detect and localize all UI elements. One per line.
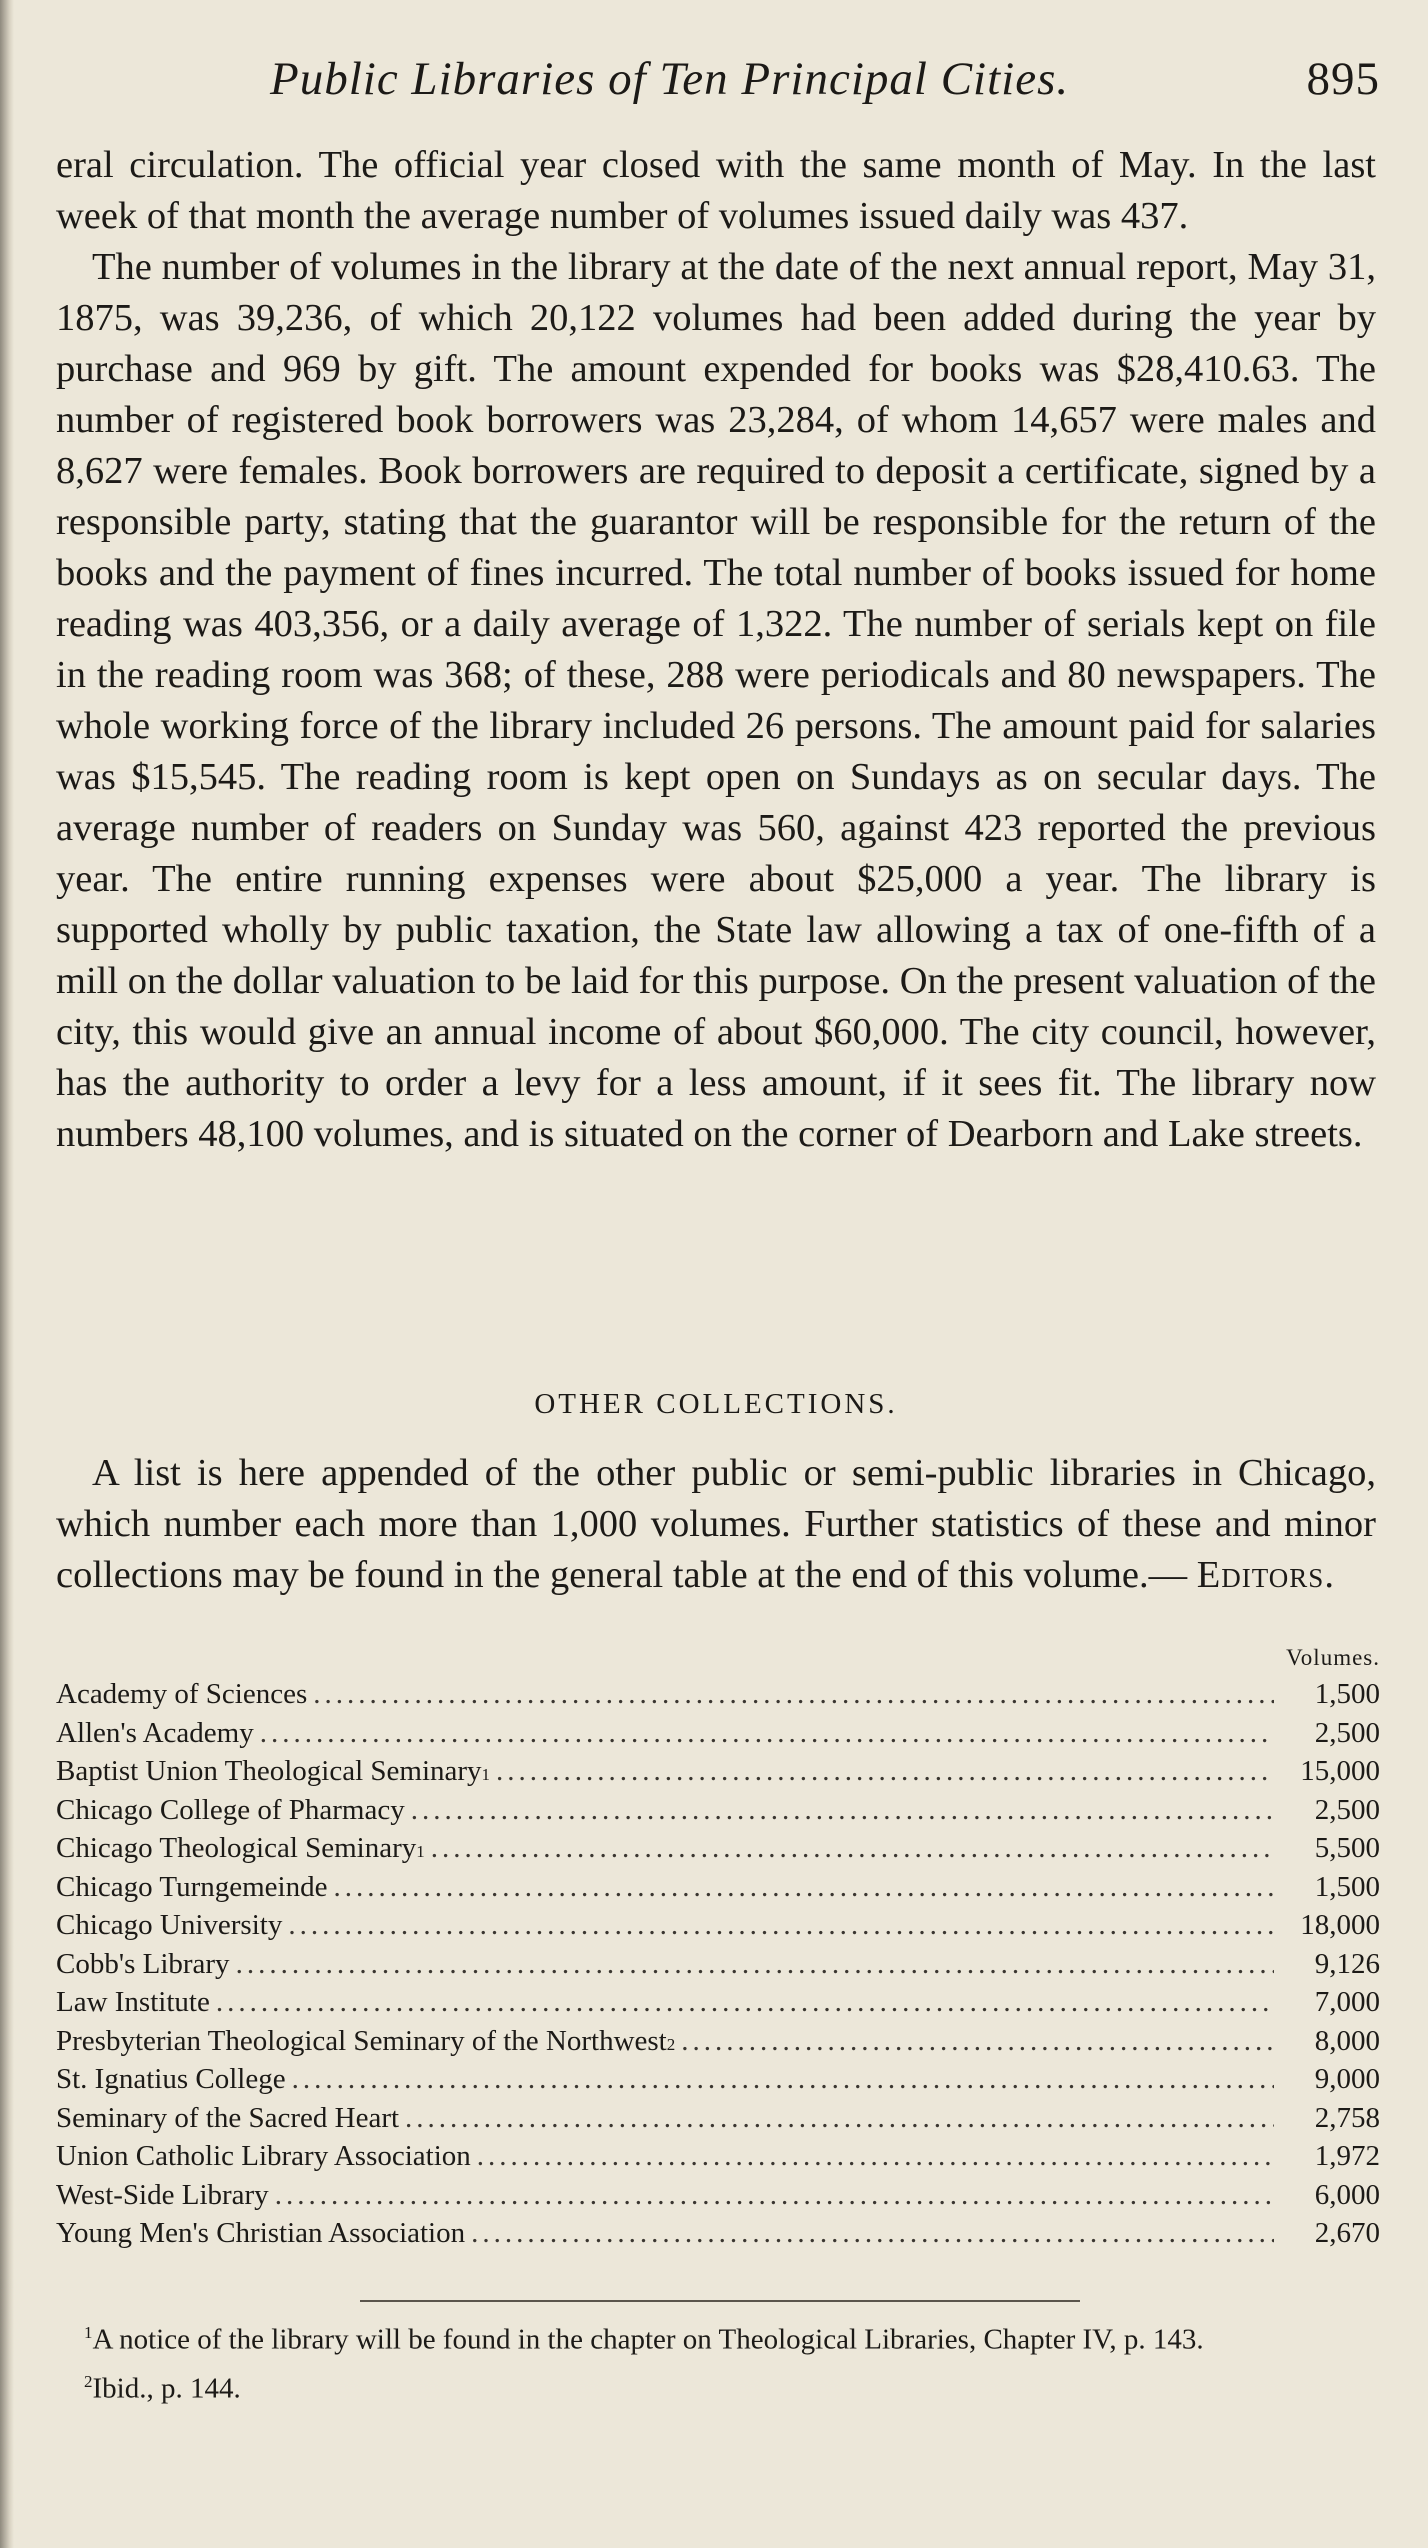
page-number: 895 [1306,53,1380,105]
collection-volumes: 7,000 [1314,1986,1380,2018]
leader-dots [471,2217,1274,2250]
leader-dots [411,1794,1274,1827]
section-heading: OTHER COLLECTIONS. [534,1388,898,1420]
collection-volumes: 1,972 [1314,2140,1380,2172]
collection-name: Baptist Union Theological Seminary [56,1755,482,1787]
running-title: Public Libraries of Ten Principal Cities. [270,53,1070,105]
footnote-2 [56,2361,1380,2410]
footnote-reference: 1 [481,1765,491,1784]
collection-volumes: 15,000 [1300,1755,1380,1787]
leader-dots [288,1909,1274,1942]
collection-name: Young Men's Christian Association [56,2217,466,2249]
collection-name: Cobb's Library [56,1947,230,1980]
body-text [56,140,1376,1160]
collection-row [56,2102,1380,2141]
collection-row [56,1717,1380,1756]
collection-name: Chicago University [56,1909,283,1941]
leader-dots [333,1871,1274,1904]
collection-row [56,1832,1380,1871]
leader-dots [405,2102,1274,2135]
collection-volumes: 18,000 [1300,1909,1380,1941]
collection-name: Academy of Sciences [56,1678,308,1710]
collection-row [56,2140,1380,2179]
footnote-reference: 1 [416,1842,425,1861]
collection-name: Allen's Academy [56,1716,254,1749]
collection-name: St. Ignatius College [56,2063,286,2095]
collection-row [56,1794,1380,1833]
leader-dots [216,1986,1274,2019]
collection-row [56,2025,1380,2064]
collection-row [56,1986,1380,2025]
paragraph-continued: eral circulation. The official year closed with the same month of May. In the last week of that month the average number of volumes issued daily was 437. [56,144,1376,237]
collection-row [56,1678,1380,1717]
collection-volumes: 9,000 [1314,2063,1380,2095]
collection-row [56,2217,1380,2256]
collection-volumes: 5,500 [1314,1832,1380,1864]
leader-dots [260,1717,1274,1750]
page-header [60,52,1380,122]
collection-volumes: 6,000 [1314,2178,1380,2211]
collection-volumes: 2,670 [1314,2217,1380,2249]
collection-row [56,2179,1380,2218]
leader-dots [275,2179,1274,2212]
collection-name: Chicago Theological Seminary [56,1832,417,1864]
page-edge [0,0,14,2548]
collection-name: Union Catholic Library Association [56,2140,471,2172]
footnote-reference: 2 [666,2034,676,2054]
collection-volumes: 8,000 [1314,2024,1380,2057]
leader-dots [236,1948,1274,1981]
leader-dots [496,1755,1274,1788]
footnote-text: Ibid., p. 144. [92,2372,241,2405]
collection-name: Presbyterian Theological Seminary of the Northwest [56,2024,667,2057]
leader-dots [431,1832,1274,1865]
leader-dots [681,2025,1274,2058]
collection-name: Law Institute [56,1986,210,2018]
collection-row [56,1948,1380,1987]
footnote-mark: 1 [84,2323,93,2342]
collection-name: Chicago Turngemeinde [56,1870,328,1903]
editors-signature: Editors. [1196,1554,1335,1596]
collection-row [56,1909,1380,1948]
collections-list [56,1678,1380,2256]
collection-row [56,2063,1380,2102]
collection-volumes: 2,758 [1314,2101,1380,2134]
intro-paragraph [56,1448,1376,1601]
collection-volumes: 1,500 [1314,1678,1380,1710]
leader-dots [292,2063,1274,2096]
footnote-rule [360,2300,1080,2302]
collection-volumes: 9,126 [1314,1947,1380,1980]
collection-name: Chicago College of Pharmacy [56,1793,405,1826]
collection-volumes: 2,500 [1314,1793,1380,1826]
collection-row [56,1871,1380,1910]
collection-name: Seminary of the Sacred Heart [56,2101,400,2134]
collection-volumes: 2,500 [1314,1716,1380,1749]
leader-dots [477,2140,1274,2173]
footnotes [56,2312,1380,2409]
collection-volumes: 1,500 [1314,1870,1380,1903]
footnote-mark: 2 [84,2371,93,2391]
collection-row [56,1755,1380,1794]
footnote-text: A notice of the library will be found in the chapter on Theological Libraries, Chapter IV, p. 143. [92,2323,1204,2356]
paragraph-annual-report: The number of volumes in the library at the date of the next annual report, May 31, 1875, was 39,236, of which 20,122 volumes had been added during the year by purchase and 969 by gift. The amount expended for books was $28,410.63. The number of registered book borrowers was 23,284, of whom 14,657 were males and 8,627 were females. Book borrowers are required to deposit a certificate, signed by a responsible party, stating that the guarantor will be responsible for the return of the books and the payment of fines incurred. The total number of books issued for home reading was 403,356, or a daily average of 1,322. The number of serials kept on file in the reading room was 368; of these, 288 were periodicals and 80 newspapers. The whole working force of the library included 26 persons. The amount paid for salaries was $15,545. The reading room is kept open on Sundays as on secular days. The average number of readers on Sunday was 560, against 423 reported the previous year. The entire running expenses were about $25,000 a year. The library is supported wholly by public taxation, the State law allowing a tax of one-fifth of a mill on the dollar valuation to be laid for this purpose. On the present valuation of the city, this would give an annual income of about $60,000. The city council, however, has the authority to order a levy for a less amount, if it sees fit. The library now numbers 48,100 volumes, and is situated on the corner of Dearborn and Lake streets. [56,246,1376,1155]
leader-dots [313,1678,1274,1711]
intro-text: A list is here appended of the other public or semi-public libraries in Chicago, which number each more than 1,000 volumes. Further statistics of these and minor collections may be found in the general table at the end of this volume.— [56,1452,1376,1596]
collection-name: West-Side Library [56,2178,269,2211]
volumes-column-header: Volumes. [1286,1645,1380,1670]
footnote-1 [56,2312,1380,2361]
